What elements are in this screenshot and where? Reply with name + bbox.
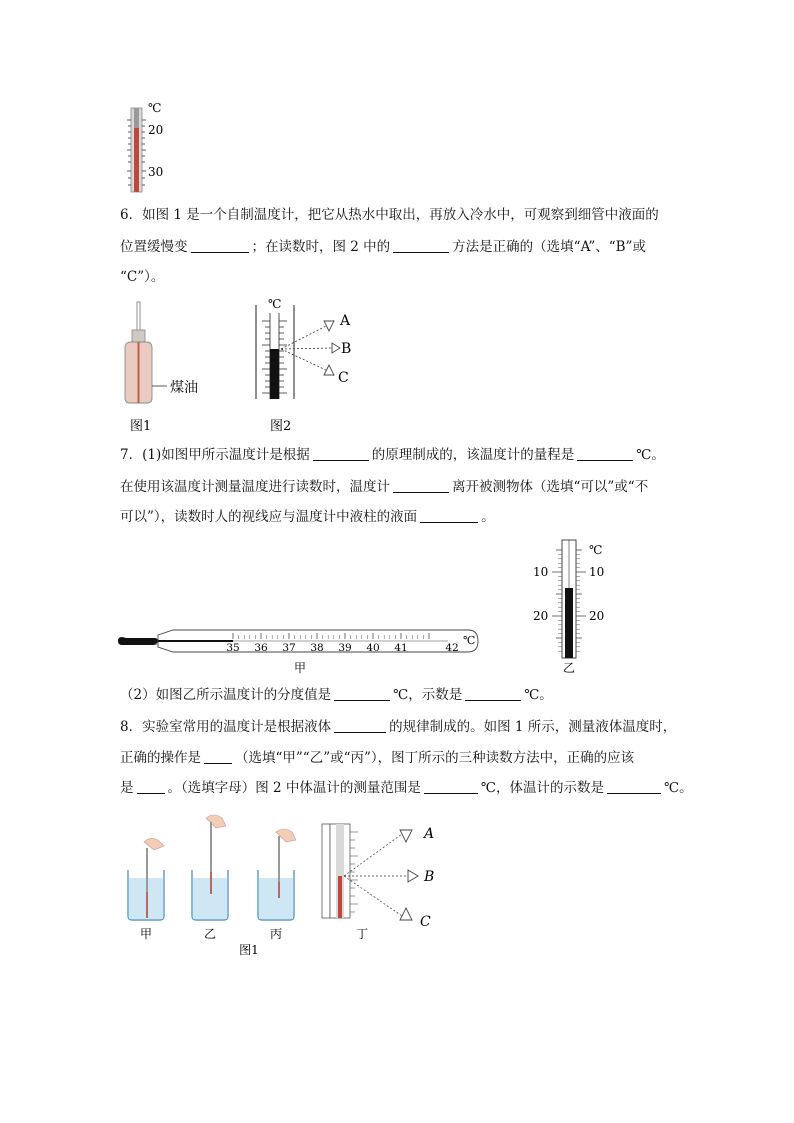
q8-fig-label: 图1 (239, 943, 259, 957)
beaker-yi (192, 815, 228, 920)
q7-blank-1[interactable] (313, 446, 369, 461)
top-tick-20: 20 (148, 123, 164, 137)
q7-blank-3[interactable] (393, 478, 449, 493)
beaker-bing (258, 829, 296, 920)
yi-tick-10-left: 10 (533, 565, 549, 579)
q8-B: B (424, 869, 435, 885)
q8-figure (118, 812, 448, 962)
q6-line3: “C”）。 (120, 269, 165, 285)
q6-line2: 位置缓慢变 ；在读数时，图 2 中的 方法是正确的（选填“A”、“B”或 (120, 239, 646, 255)
jia-tick-39: 39 (338, 642, 352, 654)
top-unit: ℃ (148, 101, 162, 115)
q8-line2: 正确的操作是 （选填“甲”“乙”或“丙”），图丁所示的三种读数方法中，正确的应该 (120, 750, 635, 766)
q7-line1: 7．(1)如图甲所示温度计是根据 的原理制成的，该温度计的量程是 ℃。 (120, 447, 665, 463)
top-thermometer-figure (120, 100, 180, 195)
q8-label-ding: 丁 (355, 927, 369, 941)
q7-line2: 在使用该温度计测量温度进行读数时，温度计 离开被测物体（选填“可以”或“不 (120, 479, 649, 495)
yi-label: 乙 (562, 661, 576, 675)
jia-tick-37: 37 (282, 642, 296, 654)
q6-kerosene: 煤油 (170, 380, 198, 396)
q6-blank-1[interactable] (191, 238, 249, 253)
q8-blank-1[interactable] (334, 718, 386, 733)
q7-jia-thermometer (118, 622, 488, 676)
jia-unit: ℃ (463, 634, 476, 647)
q8-blank-2[interactable] (204, 749, 232, 764)
q8-label-jia: 甲 (139, 927, 153, 941)
q6-line1: 6．如图 1 是一个自制温度计，把它从热水中取出，再放入冷水中，可观察到细管中液面的 (120, 207, 659, 223)
reading-ding (322, 824, 434, 930)
top-tick-30: 30 (148, 165, 164, 179)
q8-blank-4[interactable] (424, 779, 478, 794)
q6-reading-figure (248, 295, 378, 435)
q7-blank-5[interactable] (334, 686, 390, 701)
q8-label-yi: 乙 (203, 927, 217, 941)
q8-label-bing: 丙 (269, 927, 283, 941)
jia-label: 甲 (293, 661, 307, 675)
jia-tick-35: 35 (226, 642, 240, 654)
q8-C: C (420, 914, 431, 930)
q6-A: A (340, 313, 351, 329)
q7-line3: 可以”），读数时人的视线应与温度计中液柱的液面 。 (120, 509, 495, 525)
jia-tick-42: 42 (445, 642, 459, 654)
q8-A: A (424, 826, 435, 842)
yi-tick-20-right: 20 (589, 609, 605, 623)
q6-fig2-label: 图2 (270, 419, 292, 434)
jia-tick-41: 41 (394, 642, 408, 654)
jia-tick-38: 38 (310, 642, 324, 654)
q8-blank-5[interactable] (607, 779, 661, 794)
q7-blank-2[interactable] (577, 446, 633, 461)
q6-B: B (341, 341, 352, 357)
q6-unit: ℃ (268, 297, 282, 311)
yi-tick-10-right: 10 (589, 565, 605, 579)
q7-yi-thermometer (528, 538, 618, 676)
yi-unit: ℃ (589, 543, 603, 557)
jia-tick-40: 40 (366, 642, 380, 654)
jia-tick-36: 36 (254, 642, 268, 654)
q7-blank-6[interactable] (465, 686, 521, 701)
yi-tick-20-left: 20 (533, 609, 549, 623)
beaker-jia (128, 838, 164, 920)
q6-bottle-figure (115, 300, 225, 435)
q6-fig1-label: 图1 (130, 419, 152, 434)
q7-part2: （2）如图乙所示温度计的分度值是 ℃，示数是 ℃。 (120, 687, 553, 703)
q7-blank-4[interactable] (420, 508, 478, 523)
q8-blank-3[interactable] (137, 779, 165, 794)
q8-line1: 8．实验室常用的温度计是根据液体 的规律制成的。如图 1 所示，测量液体温度时， (120, 719, 677, 735)
q6-blank-2[interactable] (393, 238, 449, 253)
q8-line3: 是 。（选填字母）图 2 中体温计的测量范围是 ℃，体温计的示数是 ℃。 (120, 780, 693, 796)
q6-C: C (338, 370, 349, 386)
